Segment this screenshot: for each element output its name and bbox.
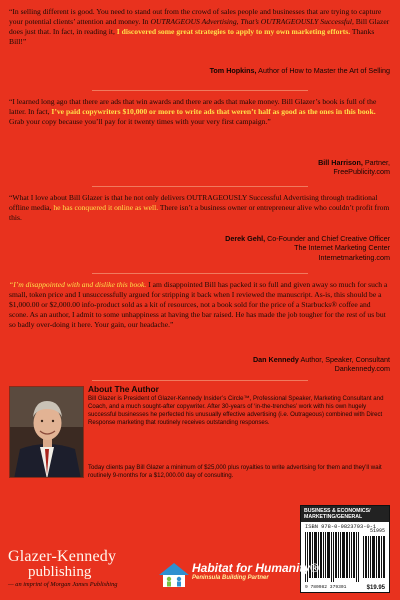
attribution-line: Author, Speaker, Consultant [298, 355, 390, 364]
author-photo [9, 386, 84, 478]
quote-text: There isn’t a business owner or entrepreneur alive who couldn’t profit from this. [9, 203, 390, 223]
price-barcode-graphic [363, 536, 385, 578]
price-code: 51995 [369, 528, 385, 534]
divider [92, 273, 308, 274]
quote-text: Grab your copy because you’ll pay for it twenty times with your very first campaign.” [9, 117, 271, 127]
about-heading: About The Author [88, 384, 159, 394]
attribution-dan-kennedy [253, 355, 390, 374]
divider [92, 90, 308, 91]
attribution-name: Bill Harrison, [318, 158, 363, 167]
barcode-digits: 9 780982 379301 [305, 585, 347, 590]
publisher-name-sub: publishing [28, 564, 92, 580]
publisher-imprint: — an imprint of Morgan James Publishing [8, 581, 118, 588]
attribution-bill-harrison [318, 158, 390, 177]
quote-text: “What I love about Bill Glazer is that he not only delivers OUTRAGEOUSLY Successful Advertising through traditional offline media, [9, 193, 378, 213]
attribution-line: Author of How to Master the Art of Selling [256, 66, 390, 75]
quote-text: I am disappointed Bill has packed it so full and given away so much for such a small, token price and I unsuccessfully argued for stripping it back when I reviewed the manuscript. As-is, this should be a $1,000.00 or $2,000.00 info-product sold as a kit of resources, not a book sold for the price of a Starbucks® coffee and scone. As an author, I admit to some unhappiness at having the bar raised. He has made the job tougher for the rest of us but so badly over-doing it here. Your gain, our headache.” [9, 280, 388, 330]
attribution-name: Dan Kennedy [252, 355, 299, 364]
habitat-house-icon [158, 562, 190, 588]
quote-text: I’ve paid copywriters $10,000 or more to write ads that weren’t half as good as the ones in this book. [51, 107, 376, 117]
testimonial-dan-kennedy [9, 280, 391, 330]
publisher-name: Glazer-Kennedy [8, 548, 117, 565]
attribution-name: Derek Gehl, [225, 234, 266, 243]
attribution-line: The Internet Marketing Center [294, 243, 390, 253]
testimonial-derek-gehl [9, 193, 391, 223]
attribution-name: Tom Hopkins, [209, 66, 257, 75]
quote-text: he has conquered it online as well. [53, 203, 159, 213]
attribution-line: FreePublicity.com [333, 167, 390, 177]
isbn-number: ISBN 978-0-9823793-0-1 [305, 524, 377, 530]
testimonial-tom-hopkins [9, 7, 391, 47]
quote-text: I discovered some great strategies to apply to my own marketing efforts. [116, 27, 351, 37]
habitat-tagline: Peninsula Building Partner [192, 575, 269, 581]
attribution-derek-gehl [225, 234, 390, 262]
quote-text: “I’m disappointed with and dislike this book. [9, 280, 147, 289]
publisher-logo [8, 548, 117, 590]
attribution-tom-hopkins [210, 66, 390, 75]
quote-text: OUTRAGEOUS Advertising, That’s OUTRAGEOUSLY Successful [150, 17, 352, 27]
book-price: $19.95 [366, 585, 385, 591]
quote-text: , Bill Glazer does just that. In fact, in reading it, [9, 17, 390, 37]
about-paragraph: Bill Glazer is President of Glazer-Kennedy Insider’s Circle™, Professional Speaker, Marketing Consultant and Coach, and a much sought-after copywriter. After 30-years of ‘in-the-trenches’ work with his own hugely successful businesses he perfected his unusually effective advertising (i.e. Outrageous) combined with Direct Response marketing that routinely receives outstanding responses. [88, 395, 384, 426]
divider [92, 186, 308, 187]
book-category: BUSINESS & ECONOMICS/ MARKETING/GENERAL [301, 506, 389, 522]
testimonial-bill-harrison [9, 97, 391, 127]
quote-text: “In selling different is good. You need to stand out from the crowd of sales people and businesses that are trying to capture your potential clients’ attention and money. In [9, 7, 382, 27]
quote-text: “I learned long ago that there are ads that win awards and there are ads that make money. Bill Glazer’s book is full of the latter. In fact, [9, 97, 377, 117]
attribution-line: Partner, [362, 158, 390, 167]
quote-text: Thanks Bill!” [9, 27, 375, 47]
habitat-name: Habitat for Humanity® [192, 561, 319, 575]
attribution-line: Dankennedy.com [334, 364, 390, 374]
divider [92, 380, 308, 381]
about-paragraph-fees: Today clients pay Bill Glazer a minimum of $25,000 plus royalties to write advertising for them and they’ll wait routinely 9-months for a $12,000.00 day of consulting. [88, 464, 382, 479]
attribution-line: Co-Founder and Chief Creative Officer [265, 234, 390, 243]
attribution-line: Internetmarketing.com [318, 252, 390, 262]
